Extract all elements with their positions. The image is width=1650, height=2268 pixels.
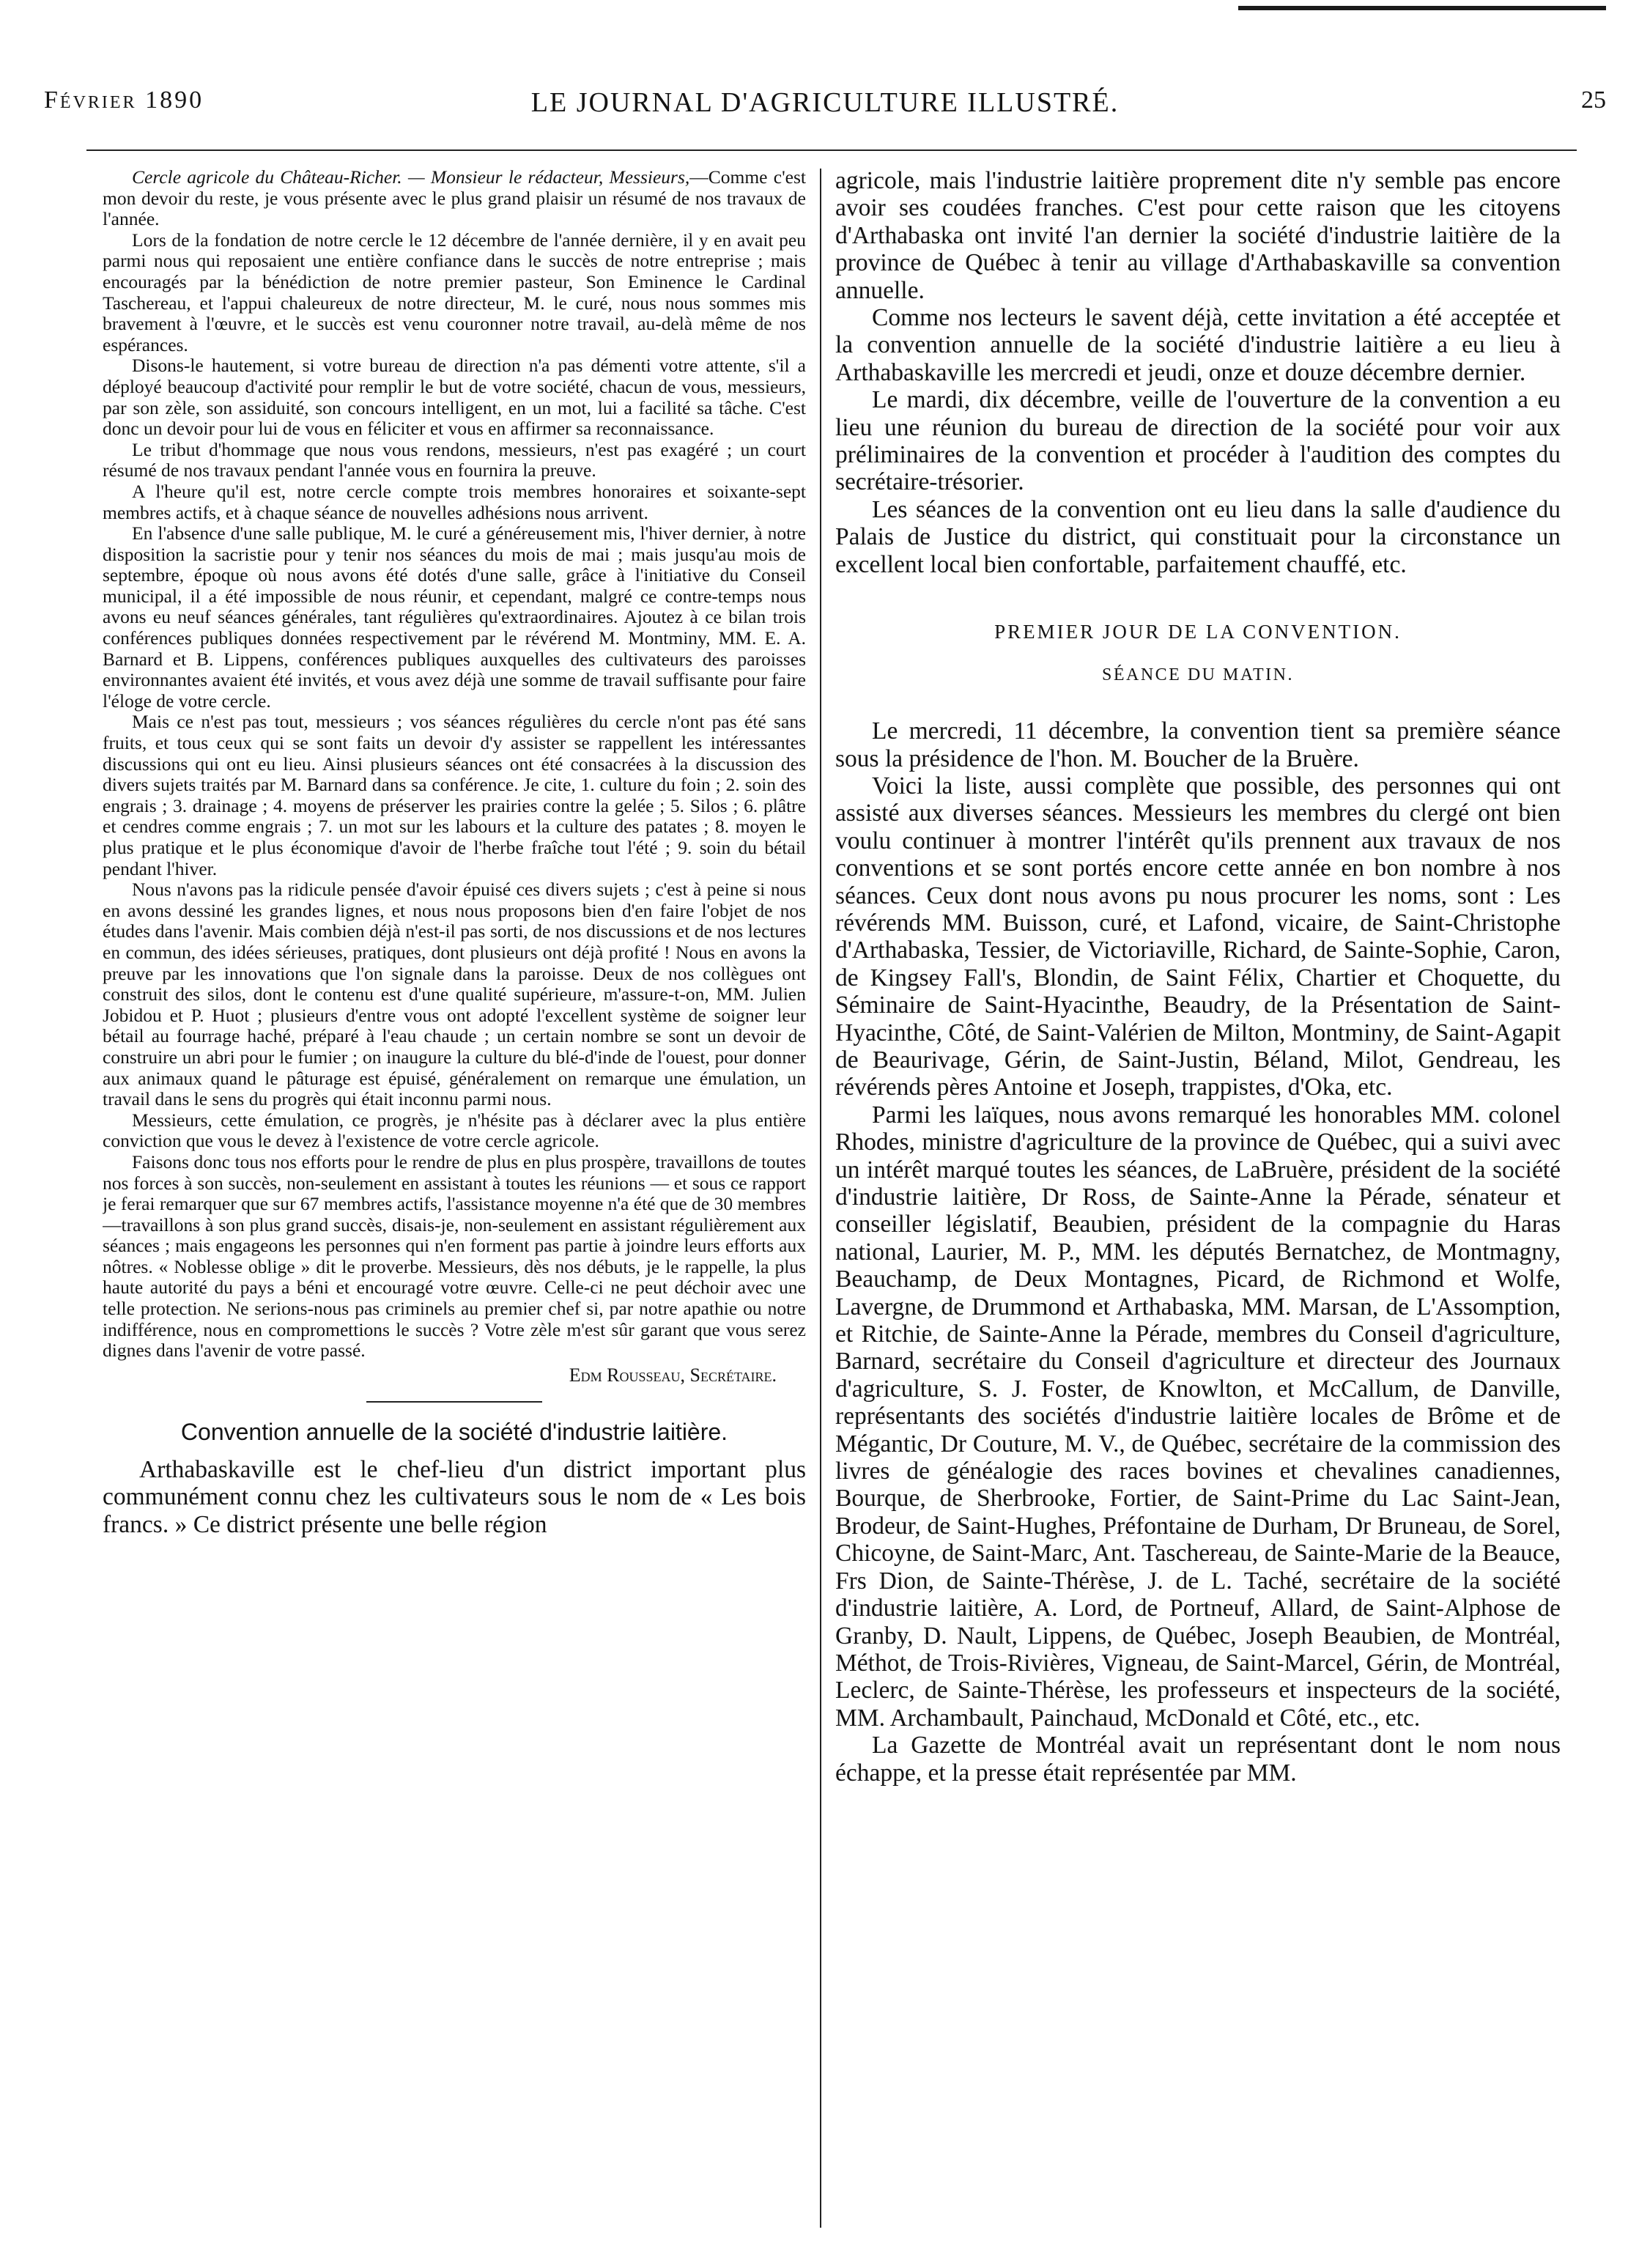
cercle-paragraph-7: Mais ce n'est pas tout, messieurs ; vos séances régulières du cercle n'ont pas été sans fruits, et tous ceux qui se sont faits un devoir d'y assister se rappellent les intéressantes discussions qui ont eu lieu. Ainsi plusieurs séances ont été consacrées à la discussion des divers sujets traités par M. Barnard dans sa conférence. Je cite, 1. culture du foin ; 2. soin des engrais ; 3. drainage ; 4. moyens de préserver les prairies contre la gelée ; 5. Silos ; 6. plâtre et cendres comme engrais ; 7. un mot sur les labours et la culture des patates ; 8. moyen le plus pratique et le plus économique d'avoir de l'herbe fraîche tout l'été ; 9. soin du bétail pendant l'hiver. — [103, 711, 806, 879]
cercle-paragraph-5: A l'heure qu'il est, notre cercle compte trois membres honoraires et soixante-sept membres actifs, et à chaque séance de nouvelles adhésions nous arrivent. — [103, 480, 806, 523]
header-date: Février 1890 — [44, 86, 204, 114]
page-number: 25 — [1581, 86, 1606, 114]
cercle-paragraph-6: En l'absence d'une salle publique, M. le curé a généreusement mis, l'hiver dernier, à notre disposition la sacristie pour y tenir nos séances du mois de mai ; mais jusqu'au mois de septembre, époque où nous avons été dotés d'une salle, grâce à l'initiative du Conseil municipal, il a été impossible de nous réunir, et cependant, malgré ce contre-temps nous avons eu neuf séances générales, tant régulières qu'extraordinaires. Ajoutez à ce bilan trois conférences publiques données respectivement par le révérend M. Montminy, MM. E. A. Barnard et B. Lippens, conférences publiques auxquelles des cultivateurs des paroisses environnantes avaient été invités, et vous avez déjà une somme de travail suffisante pour faire l'éloge de votre cercle. — [103, 522, 806, 712]
convention-paragraph-4: Le mardi, dix décembre, veille de l'ouverture de la convention a eu lieu une réunion du bureau de direction de la société pour voir aux préliminaires de la convention et procéder à l'audition des comptes du secrétaire-trésorier. — [835, 386, 1561, 496]
cercle-paragraph-10: Faisons donc tous nos efforts pour le rendre de plus en plus prospère, travaillons de toutes nos forces à son succès, non-seulement en assistant à toutes les réunions — et sous ce rapport je ferai remarquer que sur 67 membres actifs, l'assistance moyenne n'a été que de 30 membres—travaillons à son plus grand succès, disais-je, non-seulement en assistant régulièrement aux séances ; mais engageons les personnes qui n'en forment pas partie à joindre leurs efforts aux nôtres. « Noblesse oblige » dit le proverbe. Messieurs, dès nos débuts, je le rappelle, la plus haute autorité du pays a béni et encouragé votre œuvre. Celle-ci ne peut déchoir avec une telle protection. Ne serions-nous pas criminels au premier chef si, par notre apathie ou notre indifférence, nous en compromettions le succès ? Votre zèle m'est sûr garant que vous serez dignes dans l'avenir de votre passé. — [103, 1150, 806, 1362]
top-rule — [1238, 6, 1606, 10]
cercle-paragraph-9: Messieurs, cette émulation, ce progrès, je n'hésite pas à déclarer avec la plus entière conviction que vous le devez à l'existence de votre cercle agricole. — [103, 1109, 806, 1152]
cercle-paragraph-1-text: —Comme c'est mon devoir du reste, je vous présente avec le plus grand plaisir un résumé de nos travaux de l'année. — [103, 167, 806, 230]
section-heading: PREMIER JOUR DE LA CONVENTION. — [994, 621, 1402, 643]
article-separator — [366, 1401, 542, 1403]
signature — [103, 1364, 806, 1386]
header-rule — [86, 149, 1577, 151]
cercle-paragraph-4: Le tribut d'hommage que nous vous rendons, messieurs, n'est pas exagéré ; un court résumé de nos travaux pendant l'année vous en fournira la preuve. — [103, 438, 806, 481]
convention-article-title: Convention annuelle de la société d'industrie laitière. — [180, 1418, 728, 1445]
convention-paragraph-5: Les séances de la convention ont eu lieu dans la salle d'audience du Palais de Justice du district, qui constituait pour la circonstance un excellent local bien confortable, parfaitement chauffé, etc. — [835, 495, 1561, 578]
journal-title: LE JOURNAL D'AGRICULTURE ILLUSTRÉ. — [530, 87, 1120, 118]
signature-role: Secrétaire. — [689, 1364, 777, 1386]
convention-paragraph-2: agricole, mais l'industrie laitière proprement dite n'y semble pas encore avoir ses coudées franches. C'est pour cette raison que les citoyens d'Arthabaska ont invité l'an dernier la société d'industrie laitière de la province de Québec à tenir au village d'Arthabaskaville sa convention annuelle. — [835, 167, 1561, 304]
seance-paragraph-3: Parmi les laïques, nous avons remarqué les honorables MM. colonel Rhodes, ministre d'agriculture de la province de Québec, qui a suivi avec un intérêt marqué toutes les séances, de LaBruère, président de la société d'industrie laitière, Dr Ross, de Sainte-Anne la Pérade, sénateur et conseiller législatif, Beaubien, président de la compagnie du Haras national, Laurier, M. P., MM. les députés Bernatchez, de Montmagny, Beauchamp, de Deux Montagnes, Picard, de Richmond et Wolfe, Lavergne, de Drummond et Arthabaska, MM. Marsan, de L'Assomption, et Ritchie, de Sainte-Anne la Pérade, membres du Conseil d'agriculture, Barnard, secrétaire du Conseil d'agriculture et directeur des Journaux d'agriculture, S. J. Foster, de Knowlton, et McCallum, de Danville, représentants des sociétés d'industrie laitière locales de Brôme et de Mégantic, Dr Couture, M. V., de Québec, secrétaire de la commission des livres de généalogie des races bovines et chevalines canadiennes, Bourque, de Sherbrooke, Fortier, de Saint-Prime du Lac Saint-Jean, Brodeur, de Saint-Hughes, Préfontaine de Durham, Dr Bruneau, de Sorel, Chicoyne, de Saint-Marc, Ant. Taschereau, de Sainte-Marie de la Beauce, Frs Dion, de Sainte-Thérèse, J. de L. Taché, secrétaire de la société d'industrie laitière, A. Lord, de Portneuf, Allard, de Saint-Alphose de Granby, D. Nault, Lippens, de Québec, Joseph Beaubien, de Montréal, Méthot, de Trois-Rivières, Vigneau, de Saint-Marcel, Gérin, de Montréal, Leclerc, de Sainte-Thérèse, les professeurs et inspecteurs de la société, MM. Archambault, Painchaud, McDonald et Côté, etc., etc. — [835, 1101, 1561, 1732]
seance-paragraph-4: La Gazette de Montréal avait un représentant dont le nom nous échappe, et la presse était représentée par MM. — [835, 1732, 1561, 1787]
cercle-paragraph-1 — [103, 167, 806, 230]
left-column — [103, 167, 806, 2226]
cercle-heading: Cercle agricole du Château-Richer. — Monsieur le rédacteur, Messieurs, — [132, 167, 690, 188]
column-divider — [820, 169, 821, 2228]
seance-paragraph-1: Le mercredi, 11 décembre, la convention tient sa première séance sous la présidence de l'hon. M. Boucher de la Bruère. — [835, 717, 1561, 772]
right-column — [835, 167, 1561, 2226]
sub-heading: SÉANCE DU MATIN. — [1102, 665, 1294, 685]
cercle-paragraph-2: Lors de la fondation de notre cercle le 12 décembre de l'année dernière, il y en avait peu parmi nous qui reposaient une entière confiance dans le succès de notre entreprise ; mais encouragés par la bénédiction de notre premier pasteur, Son Eminence le Cardinal Taschereau, et l'appui chaleureux de notre directeur, M. le curé, nous nous sommes mis bravement à l'œuvre, et le succès est venu couronner notre travail, au-delà même de nos espérances. — [103, 229, 806, 355]
seance-paragraph-2: Voici la liste, aussi complète que possible, des personnes qui ont assisté aux diverses séances. Messieurs les membres du clergé ont bien voulu continuer à montrer l'intérêt qu'ils prennent aux travaux de nos conventions et se sont portés encore cette année en bon nombre à nos séances. Ceux dont nous avons pu nous procurer les noms, sont : Les révérends MM. Buisson, curé, et Lafond, vicaire, de Saint-Christophe d'Arthabaska, Tessier, de Victoriaville, Richard, de Sainte-Sophie, Caron, de Kingsey Fall's, Blondin, de Saint Félix, Chartier et Choquette, du Séminaire de Saint-Hyacinthe, Beaudry, de la Présentation de Saint-Hyacinthe, Côté, de Saint-Valérien de Milton, Montminy, de Saint-Agapit de Beaurivage, Gérin, de Saint-Justin, Béland, Milot, Gendreau, les révérends pères Antoine et Joseph, trappistes, d'Oka, etc. — [835, 772, 1561, 1101]
convention-paragraph-1: Arthabaskaville est le chef-lieu d'un district important plus communément connu chez les cultivateurs sous le nom de « Les bois francs. » Ce district présente une belle région — [103, 1455, 806, 1538]
cercle-paragraph-8: Nous n'avons pas la ridicule pensée d'avoir épuisé ces divers sujets ; c'est à peine si nous en avons dessiné les grandes lignes, et nous nous proposons bien d'en faire l'objet de nos études dans l'avenir. Mais combien déjà n'est-il pas sorti, de nos discussions et de nos lectures en commun, des idées sérieuses, pratiques, dont plusieurs ont déjà profité ! Nous en avons la preuve par les innovations que l'on signale dans la paroisse. Deux de nos collègues ont construit des silos, dont le contenu est d'une qualité supérieure, m'assure-t-on, MM. Julien Jobidou et P. Huot ; plusieurs d'entre vous ont adopté l'excellent système de soigner leur bétail au fourrage haché, préparé à l'eau chaude ; un certain nombre se sont un devoir de construire un abri pour le fumier ; on inaugure la culture du blé-d'inde de l'ouest, pour donner aux animaux quand le pâturage est épuisé, généralement on remarque une émulation, un travail dans le sens du progrès qui était inconnu parmi nous. — [103, 879, 806, 1110]
signature-name: Edm Rousseau, — [569, 1364, 685, 1386]
page-header — [44, 86, 1606, 130]
cercle-paragraph-3: Disons-le hautement, si votre bureau de direction n'a pas démenti votre attente, s'il a déployé beaucoup d'activité pour remplir le but de votre société, chacun de vous, messieurs, par son zèle, son assiduité, son concours intelligent, en un mot, lui a facilité sa tâche. C'est donc un devoir pour lui de vous en féliciter et vous en affirmer sa reconnaissance. — [103, 355, 806, 440]
convention-paragraph-3: Comme nos lecteurs le savent déjà, cette invitation a été acceptée et la convention annuelle de la société d'industrie laitière a eu lieu à Arthabaskaville les mercredi et jeudi, onze et douze décembre dernier. — [835, 304, 1561, 386]
